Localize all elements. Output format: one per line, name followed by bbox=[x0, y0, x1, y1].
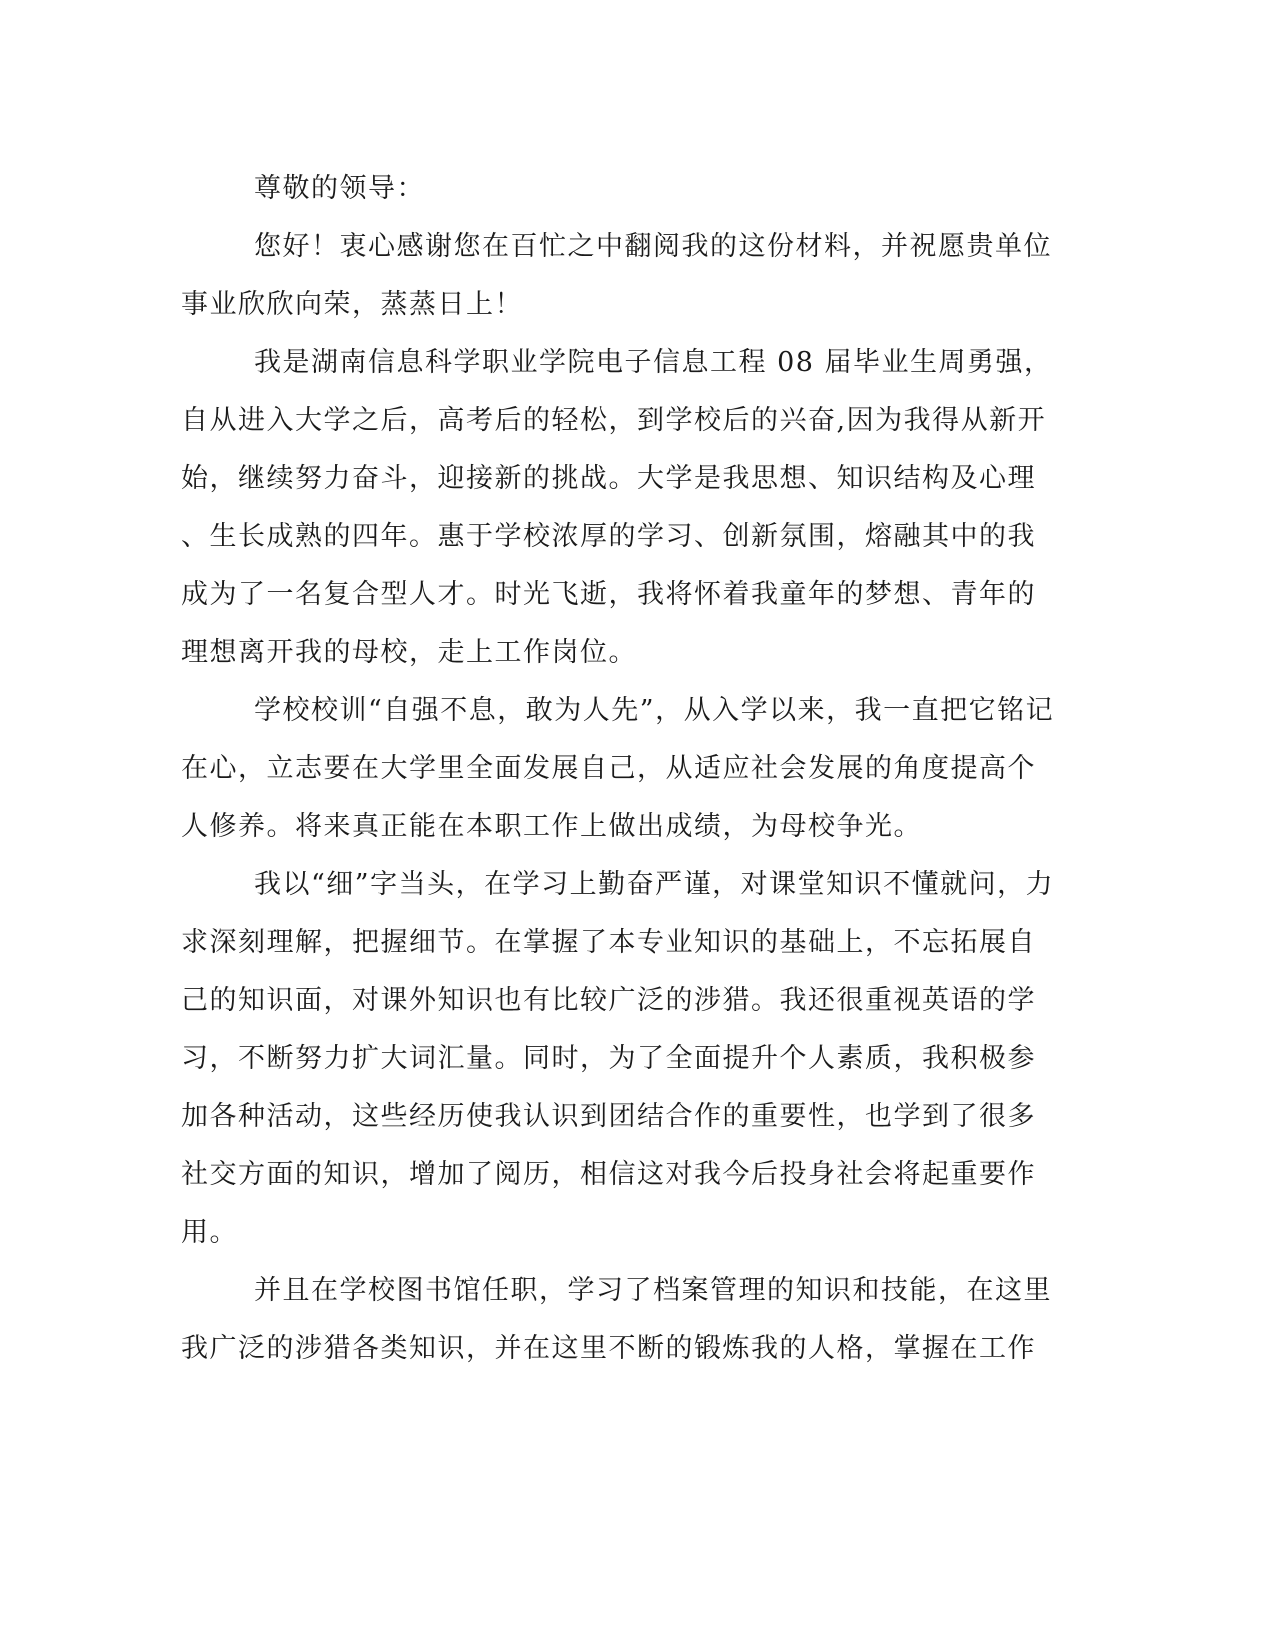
paragraph-line: 加各种活动，这些经历使我认识到团结合作的重要性，也学到了很多 bbox=[181, 1101, 1036, 1132]
paragraph-line: 我是湖南信息科学职业学院电子信息工程 08 届毕业生周勇强， bbox=[254, 347, 1053, 378]
paragraph-line: 学校校训“自强不息，敢为人先”，从入学以来，我一直把它铭记 bbox=[254, 695, 1055, 726]
paragraph-line: 成为了一名复合型人才。时光飞逝，我将怀着我童年的梦想、青年的 bbox=[181, 579, 1036, 610]
paragraph-line: 己的知识面，对课外知识也有比较广泛的涉猎。我还很重视英语的学 bbox=[181, 985, 1036, 1016]
paragraph-line: 并且在学校图书馆任职，学习了档案管理的知识和技能，在这里 bbox=[254, 1275, 1052, 1306]
paragraph-study bbox=[181, 856, 1055, 1262]
paragraph-line: 、生长成熟的四年。惠于学校浓厚的学习、创新氛围，熔融其中的我 bbox=[181, 521, 1036, 552]
paragraph-library bbox=[181, 1262, 1052, 1378]
paragraph-line: 自从进入大学之后，高考后的轻松，到学校后的兴奋,因为我得从新开 bbox=[181, 405, 1047, 436]
paragraph-line: 习，不断努力扩大词汇量。同时，为了全面提升个人素质，我积极参 bbox=[181, 1043, 1036, 1074]
letter-body bbox=[181, 160, 1055, 1378]
paragraph-introduction bbox=[181, 334, 1053, 682]
paragraph-line: 用。 bbox=[181, 1217, 238, 1248]
paragraph-line: 人修养。将来真正能在本职工作上做出成绩，为母校争光。 bbox=[181, 811, 922, 842]
paragraph-line: 事业欣欣向荣，蒸蒸日上！ bbox=[181, 289, 523, 320]
paragraph-greeting bbox=[181, 218, 1052, 334]
salutation: 尊敬的领导： bbox=[254, 173, 425, 204]
paragraph-line: 求深刻理解，把握细节。在掌握了本专业知识的基础上，不忘拓展自 bbox=[181, 927, 1036, 958]
paragraph-line: 社交方面的知识，增加了阅历，相信这对我今后投身社会将起重要作 bbox=[181, 1159, 1036, 1190]
paragraph-line: 我以“细”字当头，在学习上勤奋严谨，对课堂知识不懂就问，力 bbox=[254, 869, 1055, 900]
paragraph-line: 您好！衷心感谢您在百忙之中翻阅我的这份材料，并祝愿贵单位 bbox=[254, 231, 1052, 262]
paragraph-line: 理想离开我的母校，走上工作岗位。 bbox=[181, 637, 637, 668]
paragraph-line: 在心，立志要在大学里全面发展自己，从适应社会发展的角度提高个 bbox=[181, 753, 1036, 784]
paragraph-line: 我广泛的涉猎各类知识，并在这里不断的锻炼我的人格，掌握在工作 bbox=[181, 1333, 1036, 1364]
paragraph-line: 始，继续努力奋斗，迎接新的挑战。大学是我思想、知识结构及心理 bbox=[181, 463, 1036, 494]
paragraph-motto bbox=[181, 682, 1055, 856]
